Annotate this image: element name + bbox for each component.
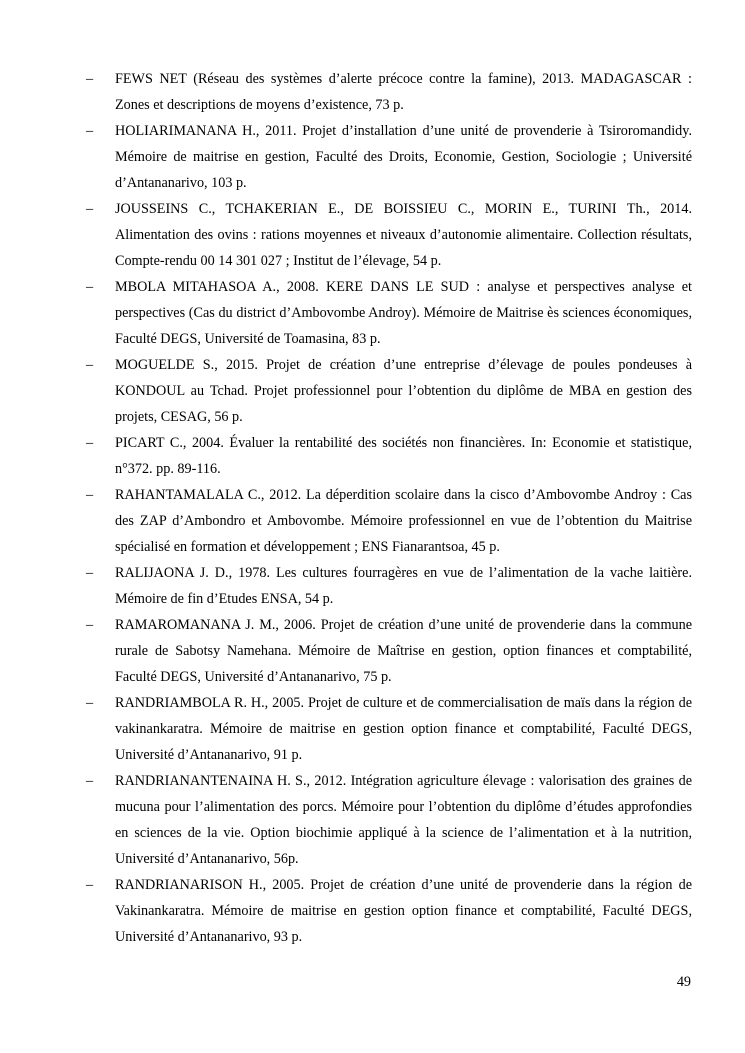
bibliography-list xyxy=(86,66,692,950)
bibliography-entry xyxy=(86,690,692,768)
bullet-dash: – xyxy=(86,877,94,893)
bibliography-entry xyxy=(86,872,692,950)
reference-text: RANDRIAMBOLA R. H., 2005. Projet de culture et de commercialisation de maïs dans la région de vakinankaratra. Mémoire de maitrise en gestion option finance et comptabilité, Faculté DEGS, Université d’Antananarivo, 91 p. xyxy=(115,695,692,763)
reference-text: RANDRIANANTENAINA H. S., 2012. Intégration agriculture élevage : valorisation des graines de mucuna pour l’alimentation des porcs. Mémoire pour l’obtention du diplôme d’études approfondies en sciences de la vie. Option biochimie appliqué à la science de l’alimentation et à la nutrition, Université d’Antananarivo, 56p. xyxy=(115,773,692,867)
bibliography-entry xyxy=(86,274,692,352)
bullet-dash: – xyxy=(86,617,94,633)
reference-text: RALIJAONA J. D., 1978. Les cultures fourragères en vue de l’alimentation de la vache laitière. Mémoire de fin d’Etudes ENSA, 54 p. xyxy=(115,565,692,607)
bullet-dash: – xyxy=(86,695,94,711)
reference-text: HOLIARIMANANA H., 2011. Projet d’installation d’une unité de provenderie à Tsiroromandidy. Mémoire de maitrise en gestion, Faculté des Droits, Economie, Gestion, Sociologie ; Université d’Antananarivo, 103 p. xyxy=(115,123,692,191)
reference-text: RANDRIANARISON H., 2005. Projet de création d’une unité de provenderie dans la région de Vakinankaratra. Mémoire de maitrise en gestion option finance et comptabilité, Faculté DEGS, Université d’Antananarivo, 93 p. xyxy=(115,877,692,945)
reference-text: MBOLA MITAHASOA A., 2008. KERE DANS LE SUD : analyse et perspectives analyse et perspectives (Cas du district d’Ambovombe Androy). Mémoire de Maitrise ès sciences économiques, Faculté DEGS, Université de Toamasina, 83 p. xyxy=(115,279,692,347)
bibliography-entry xyxy=(86,560,692,612)
bullet-dash: – xyxy=(86,357,94,373)
bibliography-entry xyxy=(86,482,692,560)
reference-text: PICART C., 2004. Évaluer la rentabilité des sociétés non financières. In: Economie et statistique, n°372. pp. 89-116. xyxy=(115,435,692,477)
page-number: 49 xyxy=(676,974,691,990)
bullet-dash: – xyxy=(86,487,94,503)
bullet-dash: – xyxy=(86,279,94,295)
bullet-dash: – xyxy=(86,773,94,789)
reference-text: RAMAROMANANA J. M., 2006. Projet de création d’une unité de provenderie dans la commune rurale de Sabotsy Namehana. Mémoire de Maîtrise en gestion, option finances et comptabilité, Faculté DEGS, Université d’Antananarivo, 75 p. xyxy=(115,617,692,685)
bibliography-entry xyxy=(86,430,692,482)
reference-text: RAHANTAMALALA C., 2012. La déperdition scolaire dans la cisco d’Ambovombe Androy : Cas des ZAP d’Ambondro et Ambovombe. Mémoire professionnel en vue de l’obtention du Maitrise spécialisé en formation et développement ; ENS Fianarantsoa, 45 p. xyxy=(115,487,692,555)
bibliography-entry xyxy=(86,118,692,196)
bullet-dash: – xyxy=(86,123,94,139)
bullet-dash: – xyxy=(86,565,94,581)
bibliography-entry xyxy=(86,66,692,118)
bibliography-entry xyxy=(86,196,692,274)
reference-text: JOUSSEINS C., TCHAKERIAN E., DE BOISSIEU C., MORIN E., TURINI Th., 2014. Alimentation des ovins : rations moyennes et niveaux d’autonomie alimentaire. Collection résultats, Compte-rendu 00 14 301 027 ; Institut de l’élevage, 54 p. xyxy=(115,201,692,269)
bibliography-entry xyxy=(86,352,692,430)
bullet-dash: – xyxy=(86,71,94,87)
bibliography-entry xyxy=(86,612,692,690)
bullet-dash: – xyxy=(86,435,94,451)
reference-text: MOGUELDE S., 2015. Projet de création d’une entreprise d’élevage de poules pondeuses à KONDOUL au Tchad. Projet professionnel pour l’obtention du diplôme de MBA en gestion des projets, CESAG, 56 p. xyxy=(115,357,692,425)
bullet-dash: – xyxy=(86,201,94,217)
bibliography-entry xyxy=(86,768,692,872)
reference-text: FEWS NET (Réseau des systèmes d’alerte précoce contre la famine), 2013. MADAGASCAR : Zones et descriptions de moyens d’existence, 73 p. xyxy=(115,71,692,113)
